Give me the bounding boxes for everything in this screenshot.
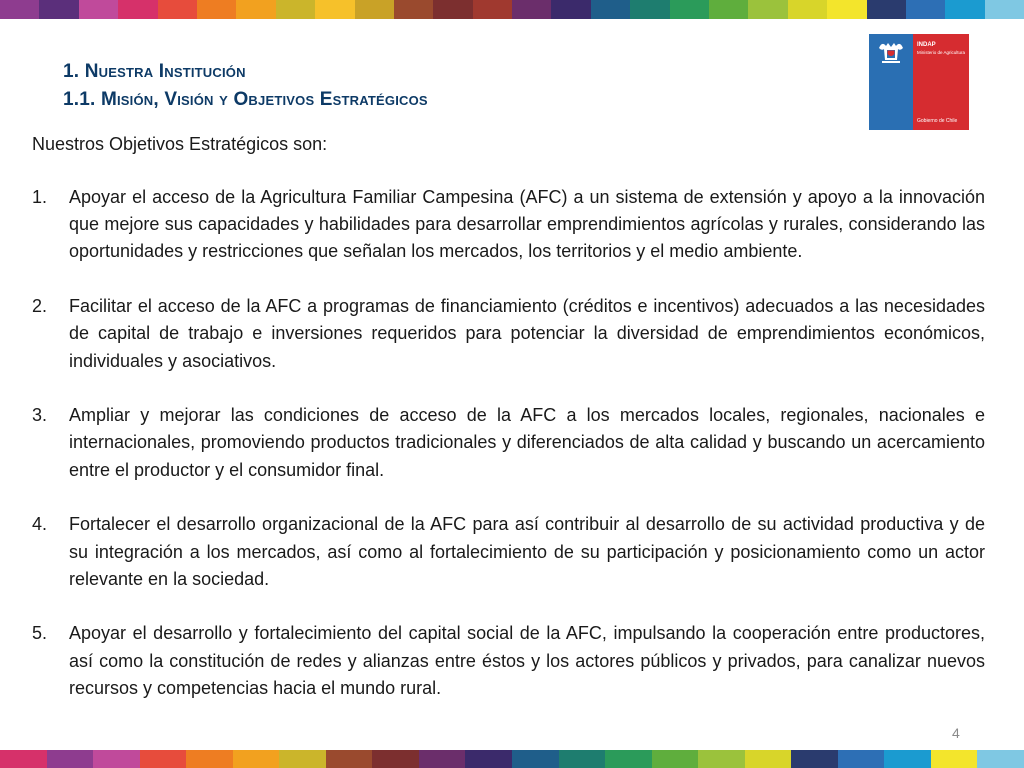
objective-text: Apoyar el acceso de la Agricultura Familiar Campesina (AFC) a un sistema de extensión y apoyo a la innovación que mejore sus capacidades y habilidades para desarrollar emprendimientos agrícolas y rurales, considerando las oportunidades y restricciones que señalan los mercados, los territorios y el medio ambiente. bbox=[69, 187, 985, 262]
stripe-segment bbox=[605, 750, 652, 768]
stripe-segment bbox=[315, 0, 354, 19]
stripe-segment bbox=[47, 750, 94, 768]
stripe-segment bbox=[236, 0, 275, 19]
stripe-segment bbox=[0, 750, 47, 768]
title-line-1: 1. Nuestra Institución bbox=[63, 61, 246, 82]
stripe-segment bbox=[652, 750, 699, 768]
stripe-segment bbox=[945, 0, 984, 19]
objective-text: Apoyar el desarrollo y fortalecimiento del capital social de la AFC, impulsando la cooperación entre productores, así como la constitución de redes y alianzas entre éstos y los actores públicos y privados, para canalizar nuevos recursos y competencias hacia el mundo rural. bbox=[69, 623, 985, 698]
stripe-segment bbox=[906, 0, 945, 19]
stripe-segment bbox=[158, 0, 197, 19]
stripe-segment bbox=[512, 0, 551, 19]
stripe-segment bbox=[394, 0, 433, 19]
stripe-segment bbox=[838, 750, 885, 768]
stripe-segment bbox=[559, 750, 606, 768]
stripe-segment bbox=[79, 0, 118, 19]
objective-number: 2. bbox=[32, 296, 48, 317]
stripe-segment bbox=[0, 0, 39, 19]
stripe-segment bbox=[433, 0, 472, 19]
stripe-segment bbox=[473, 0, 512, 19]
stripe-segment bbox=[39, 0, 78, 19]
logo-ministry: Ministerio de Agricultura bbox=[917, 50, 966, 55]
intro-text: Nuestros Objetivos Estratégicos son: bbox=[32, 134, 328, 154]
objective-text: Fortalecer el desarrollo organizacional de la AFC para así contribuir al desarrollo de su actividad productiva y de su integración a los mercados, así como al fortalecimiento de su participación y posicionamiento como un actor relevante en la sociedad. bbox=[69, 514, 985, 589]
stripe-segment bbox=[791, 750, 838, 768]
stripe-segment bbox=[591, 0, 630, 19]
stripe-segment bbox=[355, 0, 394, 19]
stripe-segment bbox=[465, 750, 512, 768]
slide-title bbox=[63, 58, 428, 114]
stripe-segment bbox=[372, 750, 419, 768]
stripe-segment bbox=[977, 750, 1024, 768]
stripe-segment bbox=[233, 750, 280, 768]
objective-item bbox=[32, 620, 985, 702]
objectives-list bbox=[32, 184, 985, 730]
logo-red-panel bbox=[913, 34, 969, 130]
stripe-segment bbox=[279, 750, 326, 768]
stripe-segment bbox=[745, 750, 792, 768]
stripe-segment bbox=[186, 750, 233, 768]
logo-org: INDAP bbox=[917, 42, 936, 48]
stripe-segment bbox=[93, 750, 140, 768]
logo-blue-panel bbox=[869, 34, 913, 130]
stripe-segment bbox=[419, 750, 466, 768]
objective-number: 1. bbox=[32, 187, 48, 207]
objective-text: Facilitar el acceso de la AFC a programas de financiamiento (créditos e incentivos) adecuados a las necesidades de capital de trabajo e inversiones requeridos para potenciar la diversidad de emprendimientos económicos, individuales y asociativos. bbox=[69, 296, 985, 371]
stripe-segment bbox=[884, 750, 931, 768]
stripe-segment bbox=[512, 750, 559, 768]
stripe-segment bbox=[326, 750, 373, 768]
stripe-segment bbox=[276, 0, 315, 19]
stripe-segment bbox=[118, 0, 157, 19]
title-line-2: 1.1. Misión, Visión y Objetivos Estratégicos bbox=[63, 89, 428, 110]
objective-text: Ampliar y mejorar las condiciones de acceso de la AFC a los mercados locales, regionales, nacionales e internacionales, promoviendo productos tradicionales y diferenciados de alta calidad y buscando un acercamiento entre el productor y el consumidor final. bbox=[69, 405, 985, 480]
stripe-segment bbox=[709, 0, 748, 19]
objective-number: 3. bbox=[32, 405, 48, 426]
stripe-segment bbox=[931, 750, 978, 768]
top-color-stripe bbox=[0, 0, 1024, 19]
coat-of-arms-icon bbox=[873, 38, 909, 68]
stripe-segment bbox=[748, 0, 787, 19]
objective-number: 5. bbox=[32, 623, 48, 644]
objective-item bbox=[32, 402, 985, 484]
stripe-segment bbox=[551, 0, 590, 19]
stripe-segment bbox=[670, 0, 709, 19]
stripe-segment bbox=[197, 0, 236, 19]
stripe-segment bbox=[985, 0, 1024, 19]
stripe-segment bbox=[140, 750, 187, 768]
objective-item bbox=[32, 293, 985, 375]
indap-logo bbox=[869, 34, 969, 130]
objective-number: 4. bbox=[32, 514, 48, 535]
stripe-segment bbox=[698, 750, 745, 768]
logo-gov: Gobierno de Chile bbox=[917, 118, 958, 124]
stripe-segment bbox=[867, 0, 906, 19]
stripe-segment bbox=[788, 0, 827, 19]
stripe-segment bbox=[827, 0, 866, 19]
objective-item bbox=[32, 511, 985, 593]
page-number: 4 bbox=[952, 725, 960, 741]
objective-item bbox=[32, 184, 985, 266]
bottom-color-stripe bbox=[0, 750, 1024, 768]
stripe-segment bbox=[630, 0, 669, 19]
